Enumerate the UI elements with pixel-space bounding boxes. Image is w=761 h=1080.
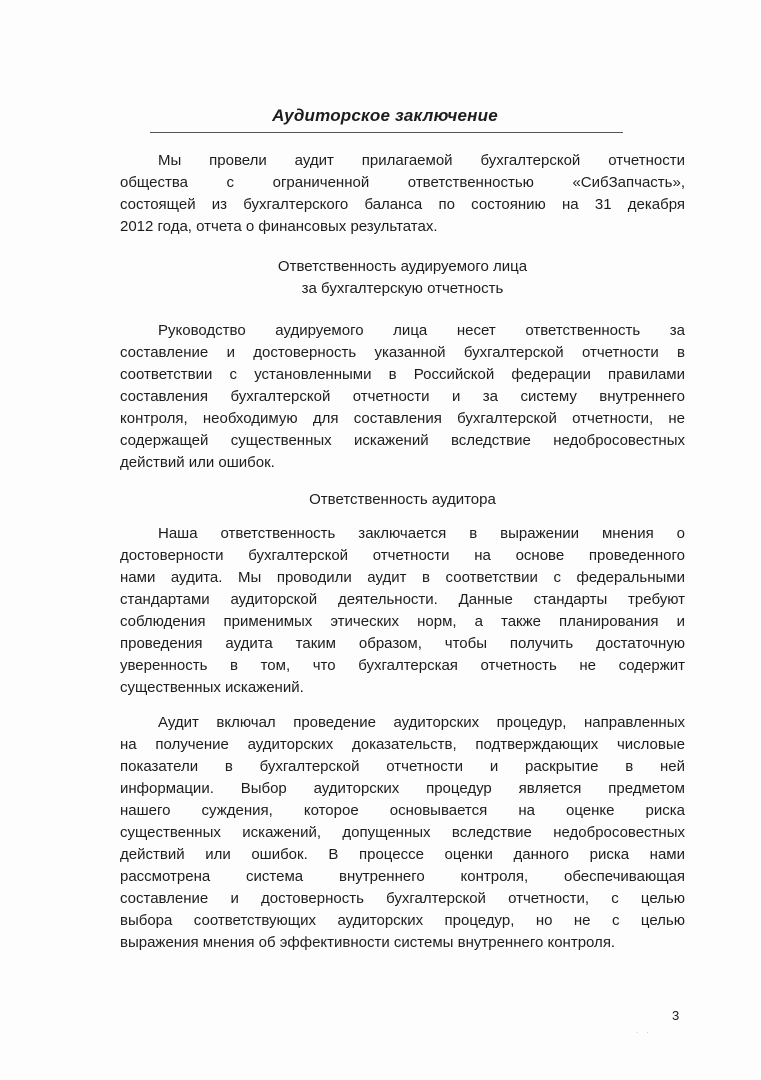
section-heading-management-responsibility	[120, 256, 685, 300]
auditor-responsibility-paragraph	[120, 523, 685, 699]
paragraph-line: показатели в бухгалтерской отчетности и раскрытие в ней	[120, 758, 685, 775]
paragraph-line: Мы провели аудит прилагаемой бухгалтерской отчетности	[158, 152, 685, 169]
audit-procedures-paragraph	[120, 712, 685, 954]
paragraph-line: Наша ответственность заключается в выражении мнения о	[158, 525, 685, 542]
paragraph-line: выбора соответствующих аудиторских процедур, но не с целью	[120, 912, 685, 929]
title-underline	[150, 132, 623, 133]
document-title: Аудиторское заключение	[272, 106, 498, 125]
scan-speck: . .	[636, 1026, 652, 1035]
heading-line: Ответственность аудируемого лица	[277, 258, 528, 275]
paragraph-line: составление и достоверность указанной бухгалтерской отчетности в	[120, 344, 685, 361]
paragraph-line: контроля, необходимую для составления бухгалтерской отчетности, не	[120, 410, 685, 427]
paragraph-line: стандартами аудиторской деятельности. Данные стандарты требуют	[120, 591, 685, 608]
paragraph-line: уверенность в том, что бухгалтерская отчетность не содержит	[120, 657, 685, 674]
paragraph-line: существенных искажений, допущенных вследствие недобросовестных	[120, 824, 685, 841]
paragraph-line: выражения мнения об эффективности системы внутреннего контроля.	[120, 934, 616, 951]
intro-paragraph	[120, 150, 685, 238]
page-number: 3	[672, 1008, 680, 1023]
paragraph-line: на получение аудиторских доказательств, подтверждающих числовые	[120, 736, 685, 753]
section-heading-auditor-responsibility	[120, 489, 685, 511]
heading-line: Ответственность аудитора	[309, 491, 496, 508]
paragraph-line: содержащей существенных искажений вследствие недобросовестных	[120, 432, 685, 449]
paragraph-line: общества с ограниченной ответственностью «СибЗапчасть»,	[120, 174, 685, 191]
paragraph-line: информации. Выбор аудиторских процедур является предметом	[120, 780, 685, 797]
paragraph-line: соответствии с установленными в Российской федерации правилами	[120, 366, 685, 383]
paragraph-line: состоящей из бухгалтерского баланса по состоянию на 31 декабря	[120, 196, 685, 213]
paragraph-line: Руководство аудируемого лица несет ответственность за	[158, 322, 685, 339]
paragraph-line: действий или ошибок. В процессе оценки данного риска нами	[120, 846, 685, 863]
paragraph-line: действий или ошибок.	[120, 454, 275, 471]
paragraph-line: проведения аудита таким образом, чтобы получить достаточную	[120, 635, 685, 652]
paragraph-line: достоверности бухгалтерской отчетности на основе проведенного	[120, 547, 685, 564]
management-responsibility-paragraph	[120, 320, 685, 474]
paragraph-line: существенных искажений.	[120, 679, 304, 696]
paragraph-line: составление и достоверность бухгалтерской отчетности, с целью	[120, 890, 685, 907]
paragraph-line: рассмотрена система внутреннего контроля, обеспечивающая	[120, 868, 685, 885]
paragraph-line: нами аудита. Мы проводили аудит в соответствии с федеральными	[120, 569, 685, 586]
paragraph-line: составления бухгалтерской отчетности и за систему внутреннего	[120, 388, 685, 405]
paragraph-line: 2012 года, отчета о финансовых результатах.	[120, 218, 438, 235]
heading-line: за бухгалтерскую отчетность	[301, 280, 504, 297]
paragraph-line: соблюдения применимых этических норм, а также планирования и	[120, 613, 685, 630]
paragraph-line: Аудит включал проведение аудиторских процедур, направленных	[158, 714, 685, 731]
paragraph-line: нашего суждения, которое основывается на оценке риска	[120, 802, 685, 819]
